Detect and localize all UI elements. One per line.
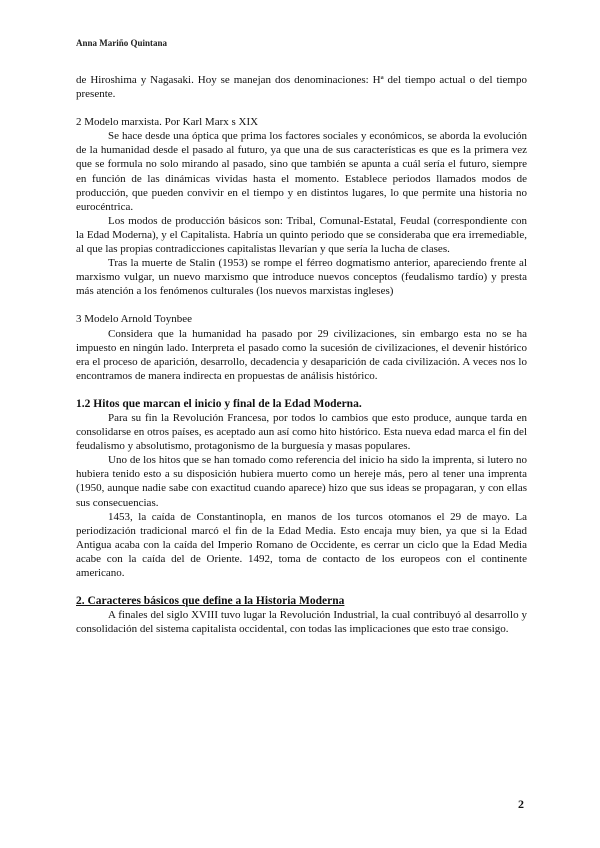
page-body (76, 73, 527, 636)
paragraph-marx-1: Se hace desde una óptica que prima los factores sociales y económicos, se aborda la evolución de la humanidad desde el pasado al futuro, ya que una de sus características es que es la primera vez que se formula no solo mirando al pasado, sino que también se apunta a cuál sería el futuro, siempre en función de las dinámicas vividas hasta el momento. Establece periodos llamados modos de producción, que pueden convivir en el tiempo y en distintos lugares, lo que permite una historia no eurocéntrica. (76, 130, 527, 213)
paragraph-intro: de Hiroshima y Nagasaki. Hoy se manejan dos denominaciones: Hª del tiempo actual o del tiempo presente. (76, 74, 527, 101)
heading-marxist-model: 2 Modelo marxista. Por Karl Marx s XIX (76, 116, 259, 129)
heading-hitos: 1.2 Hitos que marcan el inicio y final de la Edad Moderna. (76, 397, 362, 410)
paragraph-hitos-2: Uno de los hitos que se han tomado como referencia del inicio ha sido la imprenta, si lutero no hubiera tenido esto a su disposición hubiera muerto como un hereje más, pero al tener una imprenta (1950, aunque nadie sabe con exactitud cuando aparece) hizo que sus ideas se propagaran, y con ellas sus consecuencias. (76, 454, 527, 509)
heading-toynbee-model: 3 Modelo Arnold Toynbee (76, 313, 193, 326)
page-number: 2 (518, 797, 524, 811)
paragraph-caracteres: A finales del siglo XVIII tuvo lugar la Revolución Industrial, la cual contribuyó al desarrollo y consolidación del sistema capitalista occidental, con todas las implicaciones que esto trae consigo. (76, 609, 527, 636)
paragraph-toynbee: Considera que la humanidad ha pasado por 29 civilizaciones, sin embargo esta no se ha impuesto en ningún lado. Interpreta el pasado como la sucesión de civilizaciones, el devenir histórico era el proceso de aparición, desarrollo, decadencia y desaparición de cada civilización. A veces nos lo encontramos de manera indirecta en propuestas de análisis histórico. (76, 327, 527, 382)
paragraph-marx-2: Los modos de producción básicos son: Tribal, Comunal-Estatal, Feudal (correspondiente con la Edad Moderna), y el Capitalista. Habría un quinto periodo que se consideraba que era irremediable, al que las propias contradicciones capitalistas llevarían y que sería la lucha de clases. (76, 214, 527, 256)
heading-caracteres: 2. Caracteres básicos que define a la Historia Moderna (76, 595, 345, 608)
paragraph-hitos-3: 1453, la caída de Constantinopla, en manos de los turcos otomanos el 29 de mayo. La periodización tradicional marcó el fin de la Edad Media. Esto encaja muy bien, ya que si la Edad Antigua acaba con la caída del Imperio Romano de Occidente, es cerrar un ciclo que la Edad Media acabe con la caída del de Oriente. 1492, toma de contacto de los europeos con el continente americano. (76, 510, 527, 579)
paragraph-marx-3: Tras la muerte de Stalin (1953) se rompe el férreo dogmatismo anterior, apareciendo frente al marxismo vulgar, un nuevo marxismo que introduce nuevos conceptos (feudalismo tardío) y presta más atención a los fenómenos culturales (los nuevos marxistas ingleses) (76, 257, 527, 298)
page-header-author: Anna Mariño Quintana (76, 38, 168, 48)
paragraph-hitos-1: Para su fin la Revolución Francesa, por todos lo cambios que esto produce, aunque tarda en consolidarse en otros países, es aceptado aun así como hito histórico. Esta nueva edad marca el fin del feudalismo y absolutismo, protagonismo de la burguesía y masas populares. (76, 411, 527, 453)
